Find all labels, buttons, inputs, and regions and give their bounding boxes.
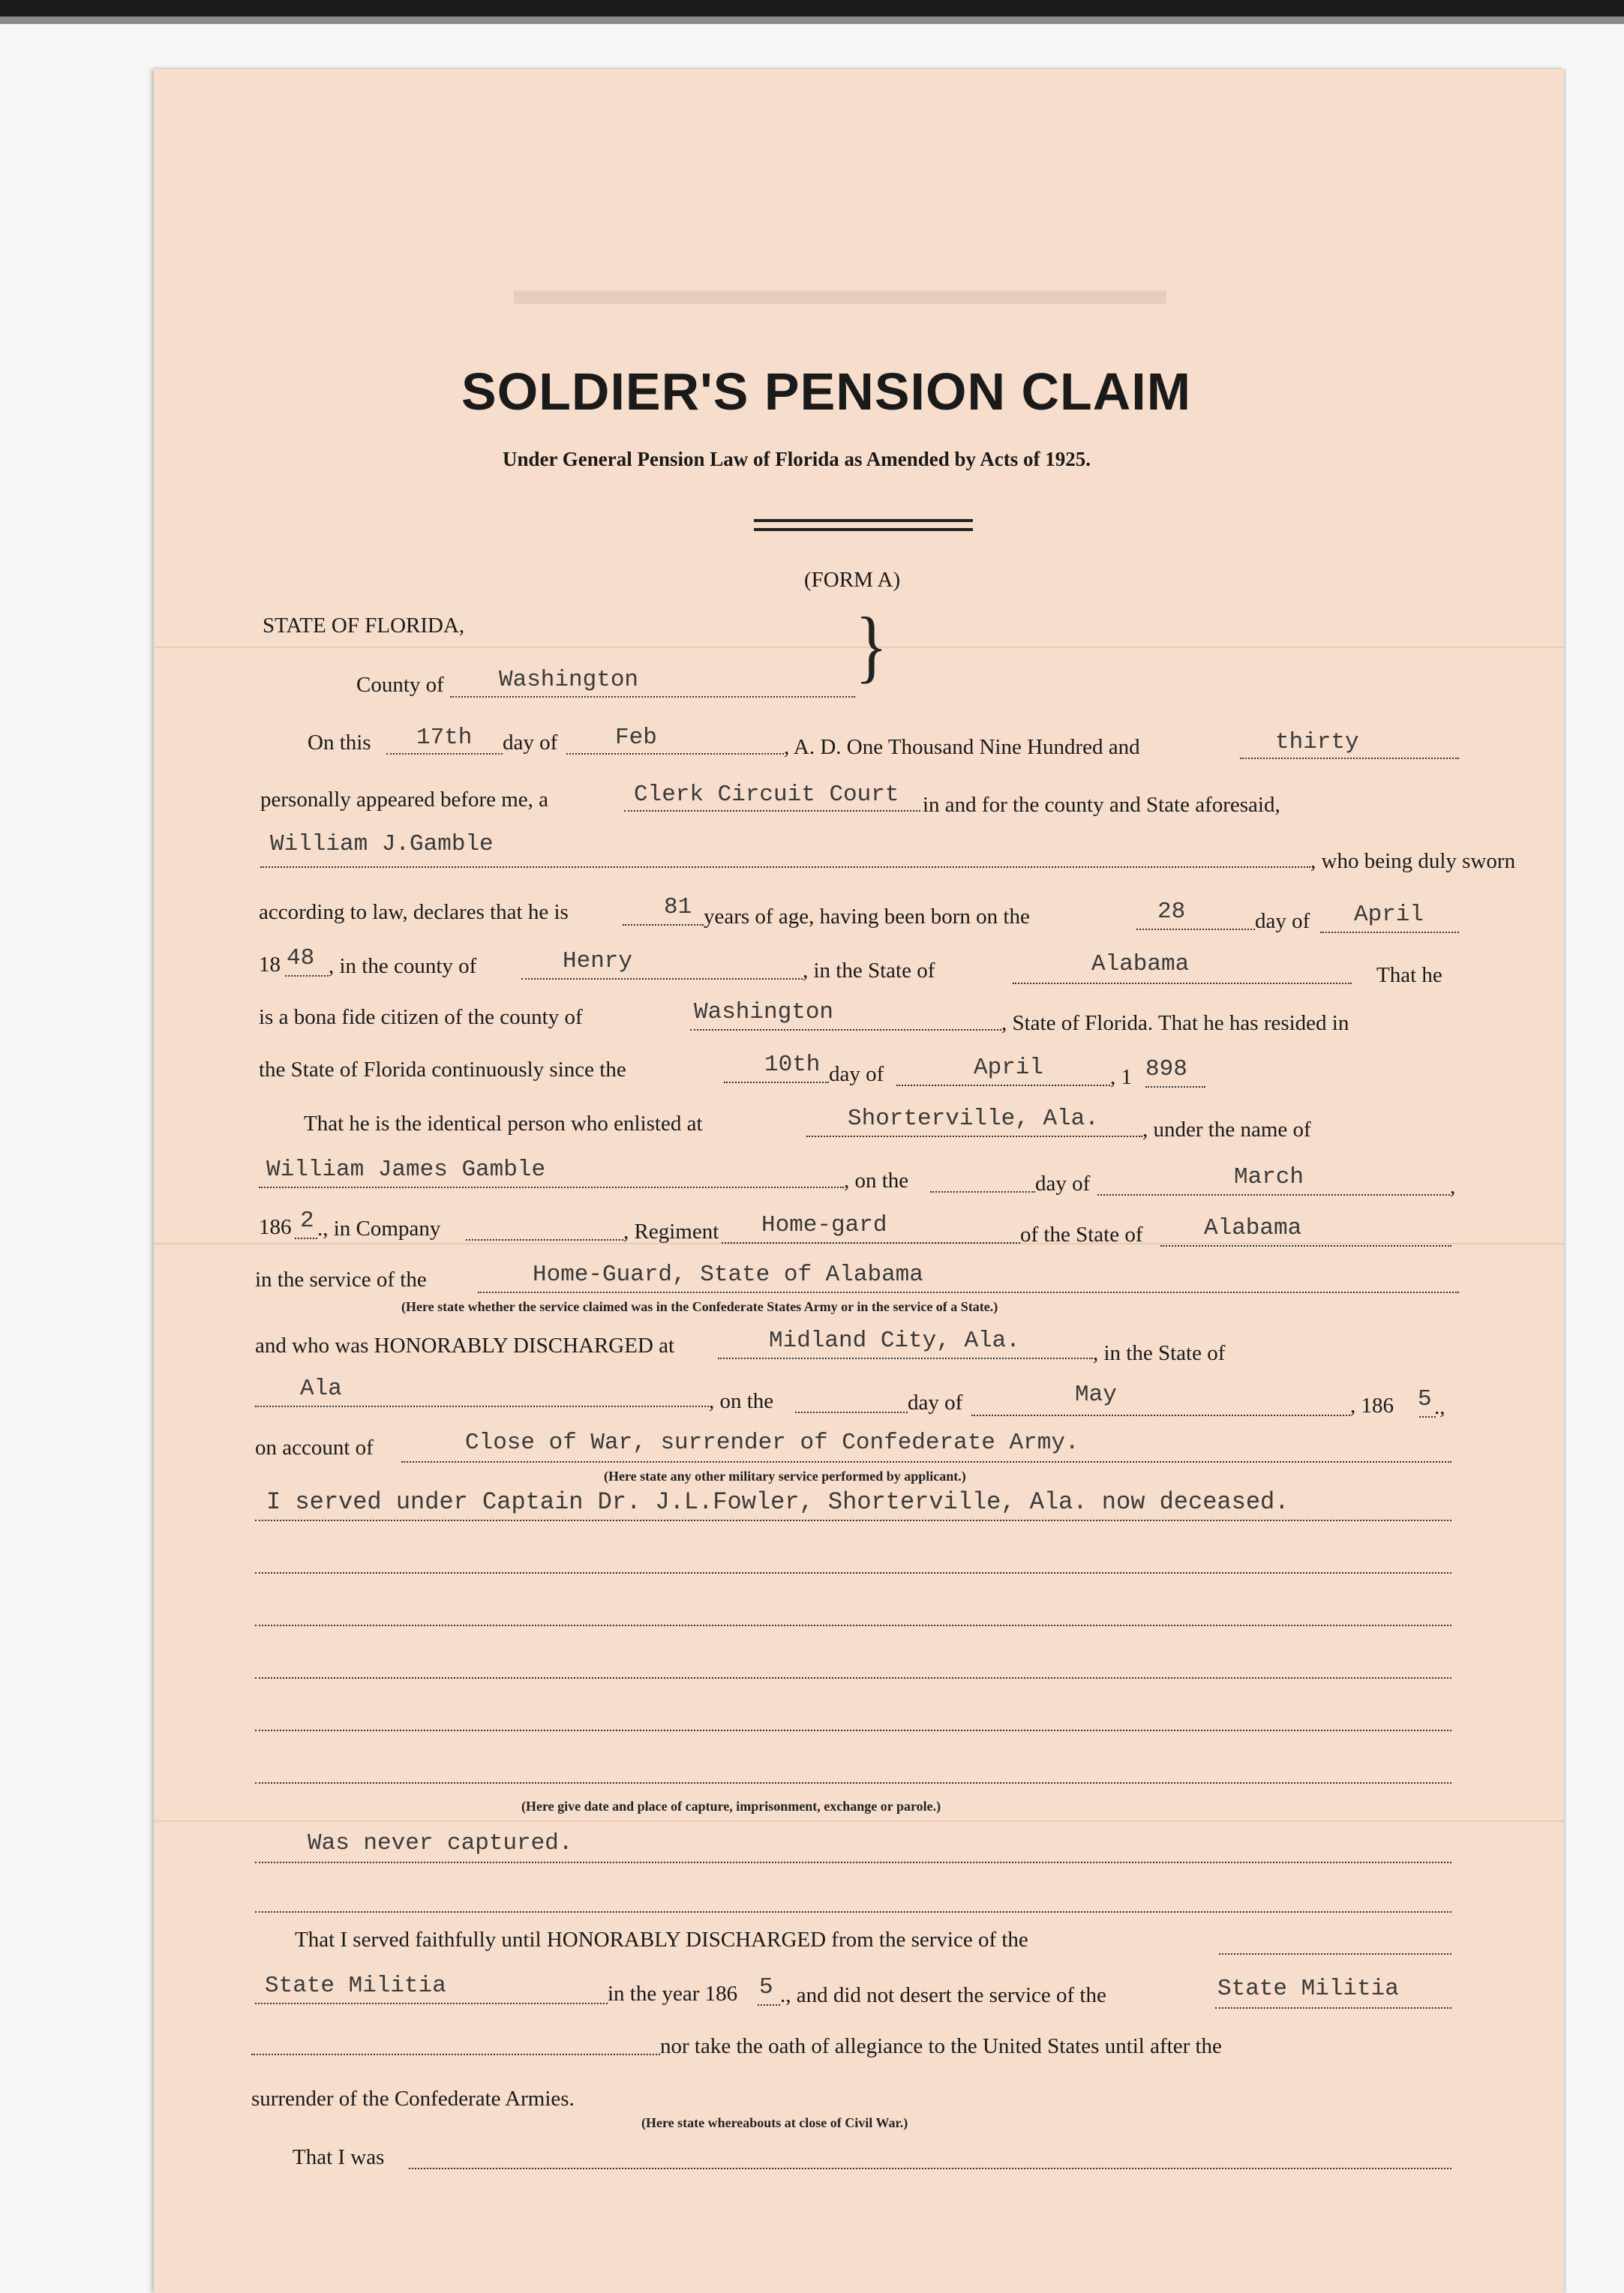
double-rule-bottom <box>754 528 973 531</box>
field-line <box>1320 932 1459 933</box>
field-line <box>1013 983 1352 984</box>
day-of-label: day of <box>1255 909 1310 933</box>
field-line <box>285 975 329 977</box>
scan-top-edge <box>0 17 1624 24</box>
discharge-place-value: Midland City, Ala. <box>769 1328 1020 1354</box>
regiment-value: Home-gard <box>761 1212 887 1238</box>
year-prefix: 18 <box>259 953 281 977</box>
age-value: 81 <box>664 894 692 920</box>
discharge-month-value: May <box>1075 1382 1117 1408</box>
blank-line <box>255 1782 1451 1784</box>
field-line <box>1215 2007 1451 2009</box>
discharged-text: and who was HONORABLY DISCHARGED at <box>255 1334 675 1358</box>
field-line <box>1419 1416 1436 1418</box>
nor-text: nor take the oath of allegiance to the United States until after the <box>660 2034 1222 2058</box>
personally-text: personally appeared before me, a <box>260 788 549 812</box>
day-of-label: day of <box>829 1062 884 1086</box>
militia-value-2: State Militia <box>1217 1976 1399 2002</box>
served-text: That I served faithfully until HONORABLY DISCHARGED from the service of the <box>295 1928 1028 1952</box>
claimant-name: William J.Gamble <box>270 831 494 857</box>
field-line <box>896 1085 1110 1086</box>
field-line <box>255 2003 608 2004</box>
did-not-desert-text: ., and did not desert the service of the <box>780 1983 1106 2007</box>
residence-day-value: 10th <box>764 1052 821 1078</box>
capture-value: Was never captured. <box>308 1830 573 1856</box>
discharge-reason-value: Close of War, surrender of Confederate Army. <box>465 1430 1079 1456</box>
field-line <box>971 1415 1350 1416</box>
field-line <box>251 2054 660 2055</box>
ad-text: , A. D. One Thousand Nine Hundred and <box>784 735 1140 759</box>
enlist-place-value: Shorterville, Ala. <box>848 1106 1099 1132</box>
years-of-age-text: years of age, having been born on the <box>704 905 1030 929</box>
service-end-year-value: 5 <box>759 1974 773 2000</box>
state-florida-text: , State of Florida. That he has resided in <box>1001 1011 1349 1035</box>
comma: , <box>1450 1175 1456 1199</box>
since-text: the State of Florida continuously since the <box>259 1058 626 1082</box>
surrender-text: surrender of the Confederate Armies. <box>251 2087 575 2111</box>
in-state-text: , in the State of <box>1093 1341 1226 1365</box>
official-value: Clerk Circuit Court <box>634 782 899 808</box>
field-line <box>478 1292 1459 1293</box>
field-line <box>259 1187 844 1188</box>
field-line <box>260 866 1310 868</box>
enlist-month-value: March <box>1234 1164 1304 1190</box>
birth-day-value: 28 <box>1157 899 1186 925</box>
that-i-was-text: That I was <box>293 2145 385 2169</box>
instruction-note: (Here state whether the service claimed was in the Confederate States Army or in the service of a State.) <box>401 1299 998 1314</box>
enlisted-text: That he is the identical person who enlisted at <box>304 1112 703 1136</box>
in-state-text: , in the State of <box>803 959 935 983</box>
fold-line <box>154 1820 1564 1822</box>
year-prefix: , 186 <box>1350 1394 1394 1418</box>
blank-line <box>255 1730 1451 1731</box>
blank-line <box>255 1572 1451 1574</box>
field-line <box>718 1358 1093 1359</box>
field-line <box>255 1406 709 1407</box>
field-line <box>806 1136 1142 1137</box>
field-line <box>409 2168 1451 2169</box>
year-value: thirty <box>1275 729 1359 755</box>
field-line <box>623 924 704 926</box>
field-line <box>1136 929 1255 930</box>
county-field-line <box>450 696 855 698</box>
residence-month-value: April <box>974 1055 1044 1081</box>
field-line <box>1240 758 1459 759</box>
sworn-text: , who being duly sworn <box>1310 849 1516 873</box>
birth-year-value: 48 <box>287 945 315 971</box>
field-line <box>1219 1953 1451 1955</box>
blank-line <box>255 1911 1451 1913</box>
militia-value: State Militia <box>265 1973 446 1999</box>
year-prefix: 186 <box>259 1215 292 1239</box>
instruction-note: (Here give date and place of capture, imprisonment, exchange or parole.) <box>521 1799 941 1814</box>
blank-line <box>255 1677 1451 1679</box>
field-line <box>566 753 784 755</box>
under-name-text: , under the name of <box>1142 1118 1311 1142</box>
pension-claim-form <box>154 69 1564 2293</box>
discharge-state-value: Ala <box>300 1376 342 1402</box>
service-value: Home-Guard, State of Alabama <box>533 1262 923 1288</box>
bracket: } <box>855 602 888 691</box>
regiment-state-value: Alabama <box>1204 1215 1302 1241</box>
year-prefix: , 1 <box>1110 1065 1132 1089</box>
account-text: on account of <box>255 1436 374 1460</box>
county-value: Washington <box>499 667 639 693</box>
on-the-text: , on the <box>709 1389 774 1413</box>
field-line <box>401 1461 1451 1463</box>
day-of-label: day of <box>503 731 558 755</box>
field-line <box>386 753 503 755</box>
field-line <box>795 1412 908 1413</box>
field-line <box>1145 1086 1205 1088</box>
citizen-text: is a bona fide citizen of the county of <box>259 1005 583 1029</box>
instruction-note: (Here state whereabouts at close of Civil War.) <box>641 2115 908 2130</box>
in-county-text: , in the county of <box>329 954 477 978</box>
field-line <box>930 1191 1035 1193</box>
field-line <box>295 1238 317 1239</box>
in-and-for-text: in and for the county and State aforesaid, <box>923 793 1280 817</box>
suffix: ., <box>1434 1395 1445 1419</box>
instruction-note: (Here state any other military service performed by applicant.) <box>604 1469 966 1484</box>
field-line <box>758 2004 780 2006</box>
service-text: in the service of the <box>255 1268 427 1292</box>
on-the-text: , on the <box>844 1169 909 1193</box>
birth-county-value: Henry <box>563 948 633 974</box>
blank-line <box>255 1625 1451 1626</box>
day-of-label: day of <box>1035 1172 1091 1196</box>
company-field-line <box>466 1239 623 1241</box>
discharge-year-value: 5 <box>1418 1386 1432 1412</box>
according-text: according to law, declares that he is <box>259 900 569 924</box>
field-line <box>1160 1245 1451 1247</box>
enlist-name-value: William James Gamble <box>266 1157 546 1183</box>
field-line <box>255 1520 1451 1521</box>
in-company-text: ., in Company <box>317 1217 441 1241</box>
residence-year-value: 898 <box>1145 1056 1187 1082</box>
day-value: 17th <box>416 725 473 751</box>
field-line <box>624 810 920 812</box>
regiment-text: , Regiment <box>623 1220 719 1244</box>
in-year-text: in the year 186 <box>608 1982 738 2006</box>
field-line <box>690 1029 1001 1031</box>
on-this-label: On this <box>308 731 371 755</box>
birth-state-value: Alabama <box>1091 951 1190 977</box>
bleed-through: ▬▬▬▬▬▬▬▬▬▬▬▬▬▬▬ <box>514 265 1166 314</box>
field-line <box>521 978 803 980</box>
double-rule-top <box>754 519 973 522</box>
birth-month-value: April <box>1354 902 1424 928</box>
subtitle: Under General Pension Law of Florida as Amended by Acts of 1925. <box>503 448 1091 470</box>
county-label: County of <box>356 673 444 697</box>
field-line <box>724 1082 829 1083</box>
state-heading: STATE OF FLORIDA, <box>263 614 465 638</box>
day-of-label: day of <box>908 1391 963 1415</box>
residence-county-value: Washington <box>694 999 834 1025</box>
form-label: (FORM A) <box>804 568 901 592</box>
month-value: Feb <box>615 725 657 751</box>
field-line <box>722 1242 1020 1244</box>
field-line <box>255 1862 1451 1863</box>
of-state-text: of the State of <box>1020 1223 1143 1247</box>
field-line <box>1097 1194 1450 1196</box>
that-he-text: That he <box>1376 963 1442 987</box>
page-title: SOLDIER'S PENSION CLAIM <box>461 362 1192 421</box>
scan-top-border <box>0 0 1624 17</box>
other-service-value: I served under Captain Dr. J.L.Fowler, Shorterville, Ala. now deceased. <box>266 1488 1289 1516</box>
enlist-year-value: 2 <box>300 1208 314 1234</box>
